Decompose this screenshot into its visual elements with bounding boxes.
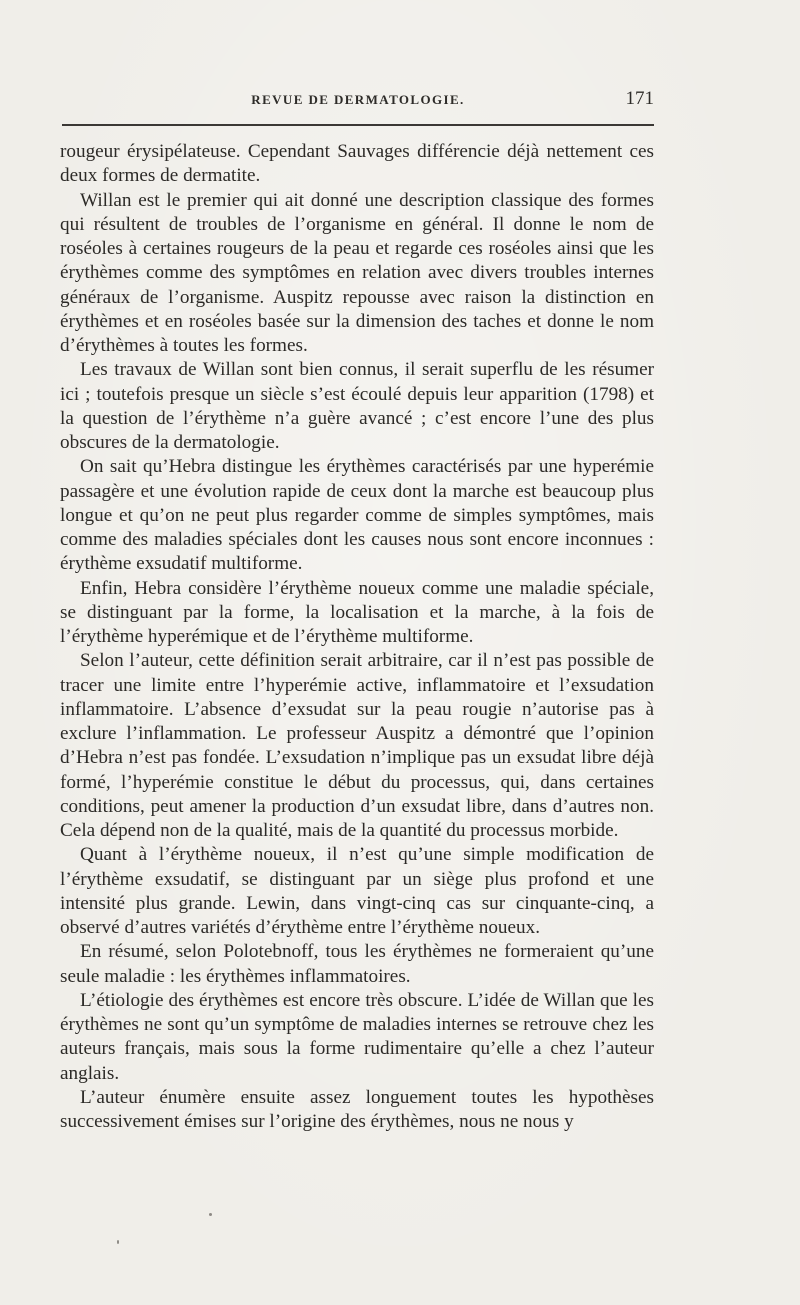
paragraph: Les travaux de Willan sont bien connus, il serait superflu de les résumer ici ; toutefois presque un siècle s’est écoulé depuis leur apparition (1798) et la question de l’érythème n’a guère avancé ; c’est encore l’une des plus obscures de la dermatologie. [60,359,654,453]
paragraph: Quant à l’érythème noueux, il n’est qu’une simple modification de l’érythème exsudatif, se distinguant par un siège plus profond et une intensité plus grande. Lewin, dans vingt-cinq cas sur cinquante-cinq, a observé d’autres variétés d’érythème entre l’érythème noueux. [60,844,654,938]
page-header [62,88,654,114]
running-head: REVUE DE DERMATOLOGIE. [251,92,465,107]
paragraph: Selon l’auteur, cette définition serait arbitraire, car il n’est pas possible de tracer une limite entre l’hyperémie active, inflammatoire et l’exsudation inflammatoire. L’absence d’exsudat sur la peau rougie n’autorise pas à exclure l’inflammation. Le professeur Auspitz a démontré que l’opinion d’Hebra n’est pas fondée. L’exsudation n’implique pas un exsudat libre déjà formé, l’hyperémie constitue le début du processus, qui, dans certaines conditions, peut amener la production d’un exsudat libre, dans d’autres non. Cela dépend non de la qualité, mais de la quantité du processus morbide. [60,650,654,841]
paragraph: Willan est le premier qui ait donné une description classique des formes qui résultent de troubles de l’organisme en général. Il donne le nom de roséoles à certaines rougeurs de la peau et regarde ces roséoles ainsi que les érythèmes comme des symptômes en relation avec divers troubles internes généraux de l’organisme. Auspitz repousse avec raison la distinction en érythèmes et en roséoles basée sur la dimension des taches et donne le nom d’érythèmes à toutes les formes. [60,189,654,356]
paragraph: L’auteur énumère ensuite assez longuement toutes les hypothèses successivement émises sur l’origine des érythèmes, nous ne nous y [60,1086,654,1132]
header-rule [62,124,654,126]
paragraph: rougeur érysipélateuse. Cependant Sauvages différencie déjà nettement ces deux formes de dermatite. [60,141,654,187]
body-text [60,140,654,1134]
paragraph: On sait qu’Hebra distingue les érythèmes caractérisés par une hyperémie passagère et une évolution rapide de ceux dont la marche est beaucoup plus longue et qu’on ne peut plus regarder comme de simples symptômes, mais comme des maladies spéciales dont les causes nous sont encore inconnues : érythème exsudatif multiforme. [60,456,654,575]
paper-speck [117,1240,119,1244]
paragraph: Enfin, Hebra considère l’érythème noueux comme une maladie spéciale, se distinguant par la forme, la localisation et la marche, à la fois de l’érythème hyperémique et de l’érythème multiforme. [60,577,654,647]
paper-speck [209,1213,212,1216]
paragraph: L’étiologie des érythèmes est encore très obscure. L’idée de Willan que les érythèmes ne sont qu’un symptôme de maladies internes se retrouve chez les auteurs français, mais sous la forme rudimentaire qu’elle a chez l’auteur anglais. [60,989,654,1084]
page-number: 171 [625,88,654,109]
paragraph: En résumé, selon Polotebnoff, tous les érythèmes ne formeraient qu’une seule maladie : les érythèmes inflammatoires. [60,941,654,987]
